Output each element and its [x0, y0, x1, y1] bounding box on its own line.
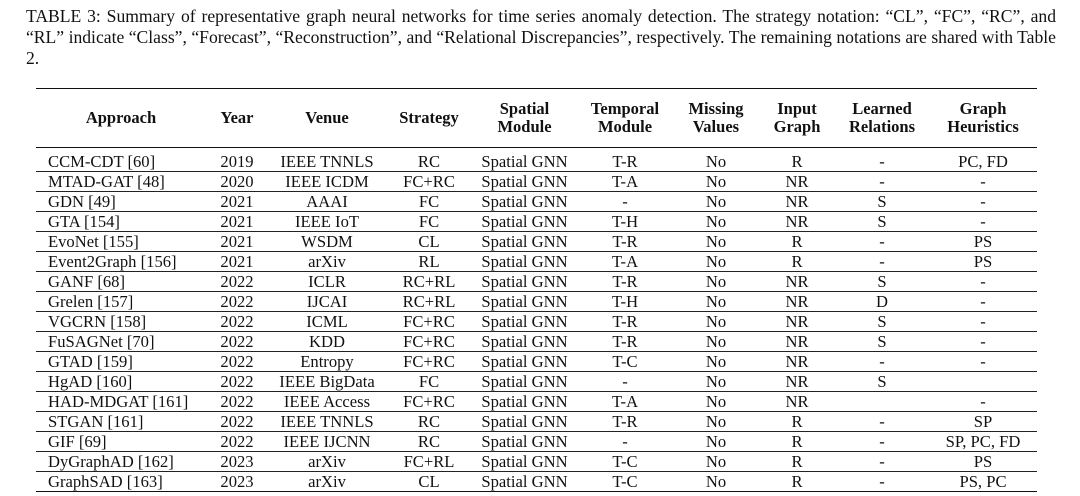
cell-graph-heuristics: [929, 372, 1037, 392]
cell-approach: GTA [154]: [36, 212, 206, 232]
cell-learned-relations: [835, 392, 929, 412]
cell-approach: EvoNet [155]: [36, 232, 206, 252]
cell-temporal-module: T-R: [577, 312, 673, 332]
cell-strategy: FC+RC: [386, 172, 472, 192]
cell-input-graph: R: [759, 232, 835, 252]
cell-year: 2022: [206, 312, 268, 332]
cell-venue: arXiv: [268, 452, 386, 472]
cell-venue: IEEE IJCNN: [268, 432, 386, 452]
cell-missing-values: No: [673, 148, 759, 172]
cell-input-graph: NR: [759, 372, 835, 392]
cell-spatial-module: Spatial GNN: [472, 352, 577, 372]
cell-input-graph: R: [759, 432, 835, 452]
table-row: [36, 232, 1037, 252]
cell-learned-relations: S: [835, 272, 929, 292]
cell-learned-relations: S: [835, 372, 929, 392]
cell-missing-values: No: [673, 172, 759, 192]
summary-table: [36, 88, 1037, 492]
cell-approach: STGAN [161]: [36, 412, 206, 432]
cell-spatial-module: Spatial GNN: [472, 148, 577, 172]
cell-year: 2021: [206, 212, 268, 232]
cell-graph-heuristics: PS: [929, 452, 1037, 472]
cell-missing-values: No: [673, 232, 759, 252]
cell-learned-relations: S: [835, 212, 929, 232]
cell-graph-heuristics: PC, FD: [929, 148, 1037, 172]
cell-spatial-module: Spatial GNN: [472, 272, 577, 292]
cell-spatial-module: Spatial GNN: [472, 412, 577, 432]
table-row: [36, 272, 1037, 292]
cell-temporal-module: T-H: [577, 212, 673, 232]
cell-graph-heuristics: -: [929, 392, 1037, 412]
cell-approach: GTAD [159]: [36, 352, 206, 372]
cell-temporal-module: T-R: [577, 272, 673, 292]
cell-venue: IEEE Access: [268, 392, 386, 412]
cell-approach: VGCRN [158]: [36, 312, 206, 332]
cell-input-graph: NR: [759, 292, 835, 312]
cell-learned-relations: -: [835, 432, 929, 452]
cell-approach: GANF [68]: [36, 272, 206, 292]
table-container: [36, 88, 1037, 492]
cell-temporal-module: -: [577, 192, 673, 212]
cell-temporal-module: -: [577, 432, 673, 452]
col-header-graph-heuristics: [929, 89, 1037, 148]
cell-temporal-module: T-R: [577, 412, 673, 432]
cell-learned-relations: -: [835, 148, 929, 172]
cell-graph-heuristics: -: [929, 212, 1037, 232]
cell-spatial-module: Spatial GNN: [472, 392, 577, 412]
cell-temporal-module: T-R: [577, 148, 673, 172]
cell-year: 2019: [206, 148, 268, 172]
cell-year: 2020: [206, 172, 268, 192]
cell-learned-relations: -: [835, 472, 929, 492]
cell-learned-relations: S: [835, 332, 929, 352]
cell-strategy: FC+RC: [386, 352, 472, 372]
cell-temporal-module: T-A: [577, 172, 673, 192]
cell-year: 2022: [206, 412, 268, 432]
cell-graph-heuristics: PS: [929, 232, 1037, 252]
cell-strategy: FC+RC: [386, 332, 472, 352]
cell-venue: IEEE ICDM: [268, 172, 386, 192]
table-caption: TABLE 3: Summary of representative graph neural networks for time series anomaly detection. The strategy notation: “CL”, “FC”, “RC”, and “RL” indicate “Class”, “Forecast”, “Reconstruction”, and “Relational Discrepancies”, respectively. The remaining notations are shared with Table 2.: [26, 6, 1056, 68]
cell-year: 2021: [206, 252, 268, 272]
cell-year: 2022: [206, 392, 268, 412]
cell-missing-values: No: [673, 252, 759, 272]
cell-venue: WSDM: [268, 232, 386, 252]
col-header-year: Year: [206, 89, 268, 148]
table-row: [36, 172, 1037, 192]
cell-spatial-module: Spatial GNN: [472, 292, 577, 312]
cell-venue: IEEE IoT: [268, 212, 386, 232]
cell-temporal-module: T-C: [577, 352, 673, 372]
cell-venue: arXiv: [268, 252, 386, 272]
cell-spatial-module: Spatial GNN: [472, 372, 577, 392]
cell-temporal-module: -: [577, 372, 673, 392]
cell-missing-values: No: [673, 412, 759, 432]
cell-graph-heuristics: -: [929, 272, 1037, 292]
cell-input-graph: NR: [759, 212, 835, 232]
cell-learned-relations: S: [835, 312, 929, 332]
cell-spatial-module: Spatial GNN: [472, 232, 577, 252]
cell-venue: Entropy: [268, 352, 386, 372]
cell-missing-values: No: [673, 392, 759, 412]
cell-approach: FuSAGNet [70]: [36, 332, 206, 352]
cell-strategy: FC+RC: [386, 392, 472, 412]
cell-spatial-module: Spatial GNN: [472, 472, 577, 492]
table-row: [36, 352, 1037, 372]
cell-temporal-module: T-A: [577, 252, 673, 272]
col-header-spatial-module: [472, 89, 577, 148]
cell-learned-relations: -: [835, 172, 929, 192]
cell-graph-heuristics: -: [929, 192, 1037, 212]
cell-approach: Event2Graph [156]: [36, 252, 206, 272]
cell-spatial-module: Spatial GNN: [472, 192, 577, 212]
cell-approach: GraphSAD [163]: [36, 472, 206, 492]
cell-spatial-module: Spatial GNN: [472, 212, 577, 232]
cell-input-graph: R: [759, 148, 835, 172]
cell-strategy: RC+RL: [386, 272, 472, 292]
cell-year: 2022: [206, 332, 268, 352]
cell-input-graph: NR: [759, 352, 835, 372]
cell-spatial-module: Spatial GNN: [472, 332, 577, 352]
cell-spatial-module: Spatial GNN: [472, 252, 577, 272]
col-header-temporal-line2: Module: [597, 117, 653, 136]
cell-missing-values: No: [673, 352, 759, 372]
cell-approach: DyGraphAD [162]: [36, 452, 206, 472]
cell-spatial-module: Spatial GNN: [472, 172, 577, 192]
table-row: [36, 452, 1037, 472]
cell-learned-relations: -: [835, 232, 929, 252]
table-row: [36, 312, 1037, 332]
cell-missing-values: No: [673, 212, 759, 232]
cell-year: 2023: [206, 472, 268, 492]
col-header-spatial-line1: Spatial: [499, 99, 550, 118]
cell-missing-values: No: [673, 472, 759, 492]
col-header-heuristics-line1: Graph: [959, 99, 1007, 118]
col-header-heuristics-line2: Heuristics: [947, 117, 1019, 136]
col-header-spatial-line2: Module: [497, 117, 552, 136]
cell-graph-heuristics: SP: [929, 412, 1037, 432]
table-row: [36, 192, 1037, 212]
cell-venue: IJCAI: [268, 292, 386, 312]
cell-learned-relations: -: [835, 252, 929, 272]
cell-missing-values: No: [673, 272, 759, 292]
table-row: [36, 332, 1037, 352]
cell-missing-values: No: [673, 432, 759, 452]
col-header-missing-line2: Values: [692, 117, 740, 136]
cell-year: 2022: [206, 352, 268, 372]
col-header-input-line1: Input: [777, 99, 817, 118]
cell-strategy: FC+RC: [386, 312, 472, 332]
cell-approach: GDN [49]: [36, 192, 206, 212]
cell-year: 2022: [206, 272, 268, 292]
cell-temporal-module: T-C: [577, 472, 673, 492]
cell-missing-values: No: [673, 312, 759, 332]
cell-graph-heuristics: -: [929, 292, 1037, 312]
cell-temporal-module: T-H: [577, 292, 673, 312]
cell-venue: IEEE TNNLS: [268, 412, 386, 432]
cell-spatial-module: Spatial GNN: [472, 452, 577, 472]
col-header-strategy: Strategy: [386, 89, 472, 148]
col-header-learned-line1: Learned: [852, 99, 912, 118]
cell-approach: HgAD [160]: [36, 372, 206, 392]
cell-learned-relations: -: [835, 352, 929, 372]
cell-input-graph: R: [759, 252, 835, 272]
cell-input-graph: NR: [759, 312, 835, 332]
cell-year: 2021: [206, 192, 268, 212]
cell-missing-values: No: [673, 292, 759, 312]
cell-input-graph: NR: [759, 332, 835, 352]
col-header-venue: Venue: [268, 89, 386, 148]
col-header-learned-line2: Relations: [849, 117, 915, 136]
col-header-missing-values: [673, 89, 759, 148]
cell-learned-relations: D: [835, 292, 929, 312]
cell-venue: IEEE BigData: [268, 372, 386, 392]
cell-graph-heuristics: -: [929, 352, 1037, 372]
cell-graph-heuristics: -: [929, 332, 1037, 352]
cell-strategy: CL: [386, 232, 472, 252]
cell-temporal-module: T-A: [577, 392, 673, 412]
cell-year: 2022: [206, 292, 268, 312]
cell-strategy: RC+RL: [386, 292, 472, 312]
cell-strategy: CL: [386, 472, 472, 492]
cell-venue: ICLR: [268, 272, 386, 292]
table-row: [36, 252, 1037, 272]
cell-venue: ICML: [268, 312, 386, 332]
table-body: [36, 148, 1037, 492]
cell-learned-relations: -: [835, 452, 929, 472]
cell-strategy: RC: [386, 148, 472, 172]
cell-strategy: FC: [386, 212, 472, 232]
cell-approach: MTAD-GAT [48]: [36, 172, 206, 192]
col-header-input-line2: Graph: [773, 117, 821, 136]
cell-input-graph: NR: [759, 392, 835, 412]
cell-temporal-module: T-R: [577, 232, 673, 252]
cell-strategy: FC: [386, 372, 472, 392]
cell-missing-values: No: [673, 332, 759, 352]
cell-approach: HAD-MDGAT [161]: [36, 392, 206, 412]
table-row: [36, 432, 1037, 452]
cell-input-graph: R: [759, 472, 835, 492]
cell-year: 2022: [206, 432, 268, 452]
table-row: [36, 148, 1037, 172]
cell-input-graph: R: [759, 412, 835, 432]
cell-input-graph: NR: [759, 272, 835, 292]
cell-venue: AAAI: [268, 192, 386, 212]
cell-missing-values: No: [673, 192, 759, 212]
table-row: [36, 212, 1037, 232]
cell-graph-heuristics: PS: [929, 252, 1037, 272]
cell-graph-heuristics: -: [929, 312, 1037, 332]
table-row: [36, 412, 1037, 432]
table-row: [36, 292, 1037, 312]
cell-learned-relations: -: [835, 412, 929, 432]
cell-venue: arXiv: [268, 472, 386, 492]
cell-venue: IEEE TNNLS: [268, 148, 386, 172]
cell-input-graph: NR: [759, 172, 835, 192]
cell-missing-values: No: [673, 452, 759, 472]
cell-approach: Grelen [157]: [36, 292, 206, 312]
table-row: [36, 372, 1037, 392]
cell-spatial-module: Spatial GNN: [472, 312, 577, 332]
cell-year: 2021: [206, 232, 268, 252]
cell-graph-heuristics: SP, PC, FD: [929, 432, 1037, 452]
cell-venue: KDD: [268, 332, 386, 352]
cell-strategy: RL: [386, 252, 472, 272]
cell-spatial-module: Spatial GNN: [472, 432, 577, 452]
table-row: [36, 472, 1037, 492]
col-header-approach: Approach: [36, 89, 206, 148]
cell-input-graph: NR: [759, 192, 835, 212]
cell-year: 2023: [206, 452, 268, 472]
col-header-temporal-line1: Temporal: [590, 99, 660, 118]
col-header-missing-line1: Missing: [688, 99, 744, 118]
table-row: [36, 392, 1037, 412]
cell-temporal-module: T-R: [577, 332, 673, 352]
cell-strategy: RC: [386, 412, 472, 432]
cell-strategy: FC+RL: [386, 452, 472, 472]
header-row: [36, 89, 1037, 148]
cell-strategy: FC: [386, 192, 472, 212]
cell-input-graph: R: [759, 452, 835, 472]
cell-graph-heuristics: PS, PC: [929, 472, 1037, 492]
cell-approach: GIF [69]: [36, 432, 206, 452]
cell-year: 2022: [206, 372, 268, 392]
cell-approach: CCM-CDT [60]: [36, 148, 206, 172]
cell-graph-heuristics: -: [929, 172, 1037, 192]
cell-missing-values: No: [673, 372, 759, 392]
col-header-learned-relations: [835, 89, 929, 148]
col-header-input-graph: [759, 89, 835, 148]
col-header-temporal-module: [577, 89, 673, 148]
cell-strategy: RC: [386, 432, 472, 452]
cell-temporal-module: T-C: [577, 452, 673, 472]
cell-learned-relations: S: [835, 192, 929, 212]
